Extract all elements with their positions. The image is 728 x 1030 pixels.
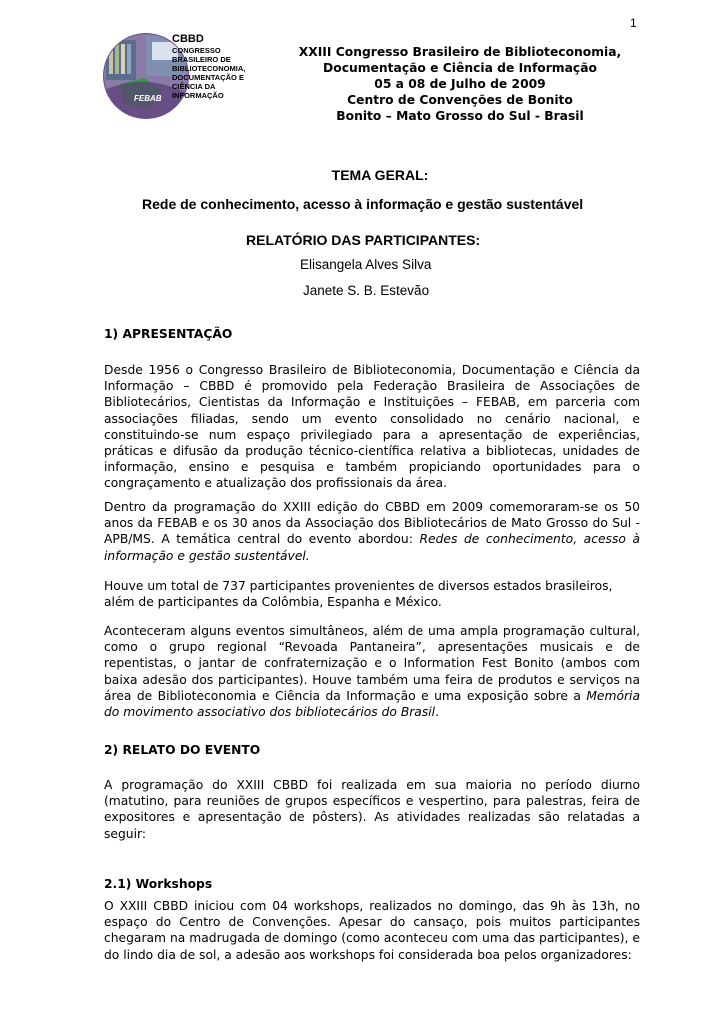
author-name: Elisangela Alves Silva (300, 257, 432, 272)
theme-title: Rede de conhecimento, acesso à informação e gestão sustentável (142, 196, 584, 212)
paragraph-italic: Memória do movimento associativo dos bibliotecários do Brasil (104, 688, 640, 720)
header-line: Documentação e Ciência de Informação (323, 61, 597, 75)
page-number: 1 (630, 16, 637, 30)
logo-line: CIÊNCIA DA INFORMAÇÃO (172, 82, 224, 100)
theme-label: TEMA GERAL: (331, 167, 429, 183)
paragraph-text: Dentro da programação do XXIII edição do CBBD em 2009 comemoraram-se os 50 anos da FEBAB e os 30 anos da Associação dos Bibliotecários de Mato Grosso do Sul - APB/MS. A temática central do evento abordou: (104, 500, 640, 547)
paragraph-line: Houve um total de 737 participantes provenientes de diversos estados brasileiros, (104, 579, 613, 593)
logo-line: BIBLIOTECONOMIA, (172, 64, 246, 73)
header-line: Centro de Convenções de Bonito (347, 93, 573, 107)
logo-line: DOCUMENTAÇÃO E (172, 73, 244, 82)
paragraph (104, 499, 640, 564)
paragraph (104, 578, 640, 610)
section-heading: 2.1) Workshops (104, 877, 213, 891)
report-title: RELATÓRIO DAS PARTICIPANTES: (246, 232, 481, 248)
paragraph: A programação do XXIII CBBD foi realizada em sua maioria no período diurno (matutino, para reuniões de grupos específicos e vespertino, para palestras, feira de expositores e apresentação de pôsters). As atividades realizadas são relatadas a seguir: (104, 778, 640, 841)
paragraph (104, 623, 640, 720)
febab-label: FEBAB (134, 94, 162, 103)
header-line: XXIII Congresso Brasileiro de Biblioteconomia, (298, 45, 622, 59)
paragraph-line: além de participantes da Colômbia, Espanha e México. (104, 595, 442, 610)
logo-line: CONGRESSO (172, 46, 221, 55)
theme-label-row (0, 165, 728, 184)
header-line: 05 a 08 de Julho de 2009 (374, 77, 546, 91)
section-heading: 2) RELATO DO EVENTO (104, 743, 261, 757)
paragraph: O XXIII CBBD iniciou com 04 workshops, realizados no domingo, das 9h às 13h, no espaço do Centro de Convenções. Apesar do cansaço, pois muitos participantes chegaram na madrugada de domingo (como aconteceu com uma das participantes), e do lindo dia de sol, a adesão aos workshops foi considerada boa pelos organizadores: (104, 899, 640, 962)
cbbd-logo (100, 30, 262, 122)
logo-acronym: CBBD (172, 33, 204, 45)
paragraph: Desde 1956 o Congresso Brasileiro de Biblioteconomia, Documentação e Ciência da Informação – CBBD é promovido pela Federação Brasileira de Associações de Bibliotecários, Cientistas da Informação e Instituições – FEBAB, em parceria com associações filiadas, sendo um evento consolidado no cenário nacional, e constituindo-se num espaço privilegiado para a apresentação de experiências, práticas e difusão da produção técnico-científica relativa a bibliotecas, unidades de informação, ensino e pesquisa e também propiciando oportunidades para o congraçamento e atualização dos profissionais da área. (104, 363, 640, 491)
author-name: Janete S. B. Estevão (303, 283, 430, 298)
section-heading: 1) APRESENTAÇÃO (104, 327, 233, 341)
logo-text (172, 34, 262, 100)
congress-header (282, 44, 638, 124)
logo-line: BRASILEIRO DE (172, 55, 231, 64)
paragraph-italic: Redes de conhecimento, acesso à informação e gestão sustentável. (104, 532, 641, 563)
paragraph-text: Aconteceram alguns eventos simultâneos, além de uma ampla programação cultural, como o grupo regional “Revoada Pantaneira”, apresentações musicais e de repentistas, o jantar de confraternização e o Information Fest Bonito (ambos com baixa adesão dos participantes). Houve também uma feira de produtos e serviços na área de Biblioteconomia e Ciência da Informação e uma exposição sobre a (104, 624, 640, 703)
paragraph-text: . (435, 705, 440, 720)
header-line: Bonito – Mato Grosso do Sul - Brasil (336, 109, 584, 123)
